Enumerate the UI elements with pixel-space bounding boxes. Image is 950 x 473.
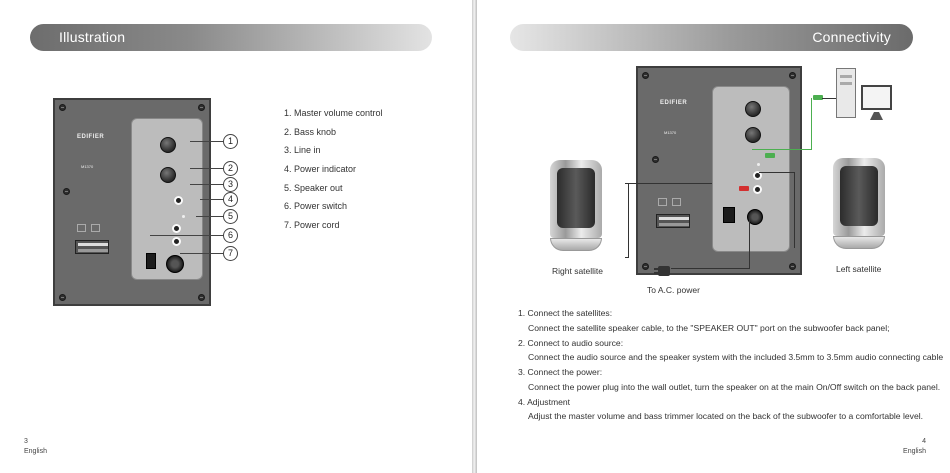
step-title: 4. Adjustment	[518, 396, 571, 407]
cert-icon	[658, 198, 667, 206]
screw-icon	[198, 294, 205, 301]
audio-cable	[811, 98, 812, 150]
connectivity-banner	[510, 24, 913, 51]
cert-icon	[672, 198, 681, 206]
right-page	[477, 0, 950, 473]
callout-6: 6	[223, 228, 238, 243]
callout-5: 5	[223, 209, 238, 224]
ac-power-label: To A.C. power	[647, 285, 700, 295]
connectivity-title: Connectivity	[812, 29, 891, 45]
right-satellite-speaker	[550, 160, 602, 253]
satellite-grill	[840, 166, 878, 226]
step-title: 1. Connect the satellites:	[518, 308, 613, 318]
satellite-grill	[557, 168, 595, 228]
legend-item: 5. Speaker out	[284, 182, 343, 193]
step-body: Adjust the master volume and bass trimmer located on the back of the subwoofer to a comfortable level.	[528, 411, 924, 421]
screw-icon	[642, 263, 649, 270]
audio-cable	[822, 98, 836, 99]
left-satellite-label: Left satellite	[836, 264, 882, 274]
step-body: Connect the power plug into the wall outlet, turn the speaker on at the main On/Off switch on the back panel.	[528, 381, 941, 392]
legend-item: 4. Power indicator	[284, 164, 357, 175]
subwoofer-back-panel-illustration	[53, 98, 211, 306]
satellite-base	[550, 238, 602, 251]
leader-line	[150, 235, 224, 236]
screw-icon	[789, 263, 796, 270]
callout-2: 2	[223, 161, 238, 176]
plug-pin	[654, 272, 660, 274]
callout-3: 3	[223, 177, 238, 192]
plug-pin	[654, 268, 660, 270]
bass-knob	[160, 167, 176, 183]
power-switch	[146, 253, 156, 269]
speaker-out-jack	[172, 237, 181, 246]
panel-brand: EDIFIER	[77, 134, 105, 140]
step-body: Connect the audio source and the speaker system with the included 3.5mm to 3.5mm audio connecting cable	[528, 352, 944, 362]
step-title: 3. Connect the power:	[518, 367, 603, 377]
legend-item: 7. Power cord	[284, 220, 340, 231]
speaker-out-jack	[172, 224, 181, 233]
master-volume-knob	[160, 137, 176, 153]
leader-line	[200, 199, 224, 200]
leader-line	[190, 141, 224, 142]
computer-tower-icon	[836, 68, 856, 118]
page-language: English	[903, 448, 926, 455]
speaker-cable-connector	[739, 186, 749, 191]
leader-line	[190, 168, 224, 169]
line-in-jack	[174, 196, 183, 205]
page-language: English	[24, 448, 47, 455]
power-cord-socket	[166, 255, 184, 273]
warning-label	[656, 214, 690, 228]
monitor-stand-icon	[870, 110, 883, 120]
legend-item: 2. Bass knob	[284, 126, 337, 137]
satellite-base	[833, 236, 885, 249]
panel-model: M1370	[81, 164, 94, 169]
legend-item: 1. Master volume control	[284, 108, 383, 118]
audio-cable	[752, 149, 812, 150]
callout-4: 4	[223, 192, 238, 207]
power-cable	[749, 218, 750, 268]
warning-label	[75, 240, 109, 254]
power-plug-icon	[654, 265, 670, 277]
step-title: 2. Connect to audio source:	[518, 337, 624, 348]
screw-icon	[789, 72, 796, 79]
control-plate	[131, 118, 203, 280]
left-satellite-speaker	[833, 158, 885, 251]
master-volume-knob	[745, 101, 761, 117]
power-cable	[671, 268, 750, 269]
screw-icon	[59, 294, 66, 301]
cert-icon	[91, 224, 100, 232]
leader-line	[180, 253, 224, 254]
connectivity-steps	[518, 308, 944, 426]
screw-icon	[198, 104, 205, 111]
screw-icon	[59, 104, 66, 111]
leader-line	[190, 184, 224, 185]
power-switch	[723, 207, 735, 223]
panel-brand: EDIFIER	[660, 100, 688, 106]
callout-7: 7	[223, 246, 238, 261]
legend-item: 6. Power switch	[284, 201, 348, 212]
panel-model: M1370	[664, 130, 677, 135]
power-indicator-led	[182, 215, 185, 218]
screw-icon	[63, 188, 70, 195]
right-satellite-label: Right satellite	[552, 266, 604, 276]
screw-icon	[642, 72, 649, 79]
legend-item: 3. Line in	[284, 145, 321, 156]
page-number: 3	[24, 438, 28, 445]
callout-1: 1	[223, 134, 238, 149]
audio-cable-connector	[765, 153, 775, 158]
bass-knob	[745, 127, 761, 143]
left-satellite-cable	[759, 172, 795, 173]
step-body: Connect the satellite speaker cable, to the "SPEAKER OUT" port on the subwoofer back panel;	[528, 322, 890, 333]
page-number: 4	[922, 438, 926, 445]
screw-icon	[652, 156, 659, 163]
left-satellite-cable	[794, 172, 795, 248]
illustration-banner	[30, 24, 432, 51]
subwoofer-back-panel-diagram	[636, 66, 802, 275]
illustration-title: Illustration	[59, 29, 126, 45]
monitor-icon	[861, 85, 892, 110]
cert-icon	[77, 224, 86, 232]
speaker-out-jack	[753, 185, 762, 194]
right-satellite-cable	[625, 183, 629, 258]
control-plate	[712, 86, 790, 252]
right-satellite-cable	[625, 183, 712, 184]
component-legend	[284, 108, 383, 239]
left-page	[0, 0, 472, 473]
leader-line	[196, 216, 224, 217]
power-indicator-led	[757, 163, 760, 166]
